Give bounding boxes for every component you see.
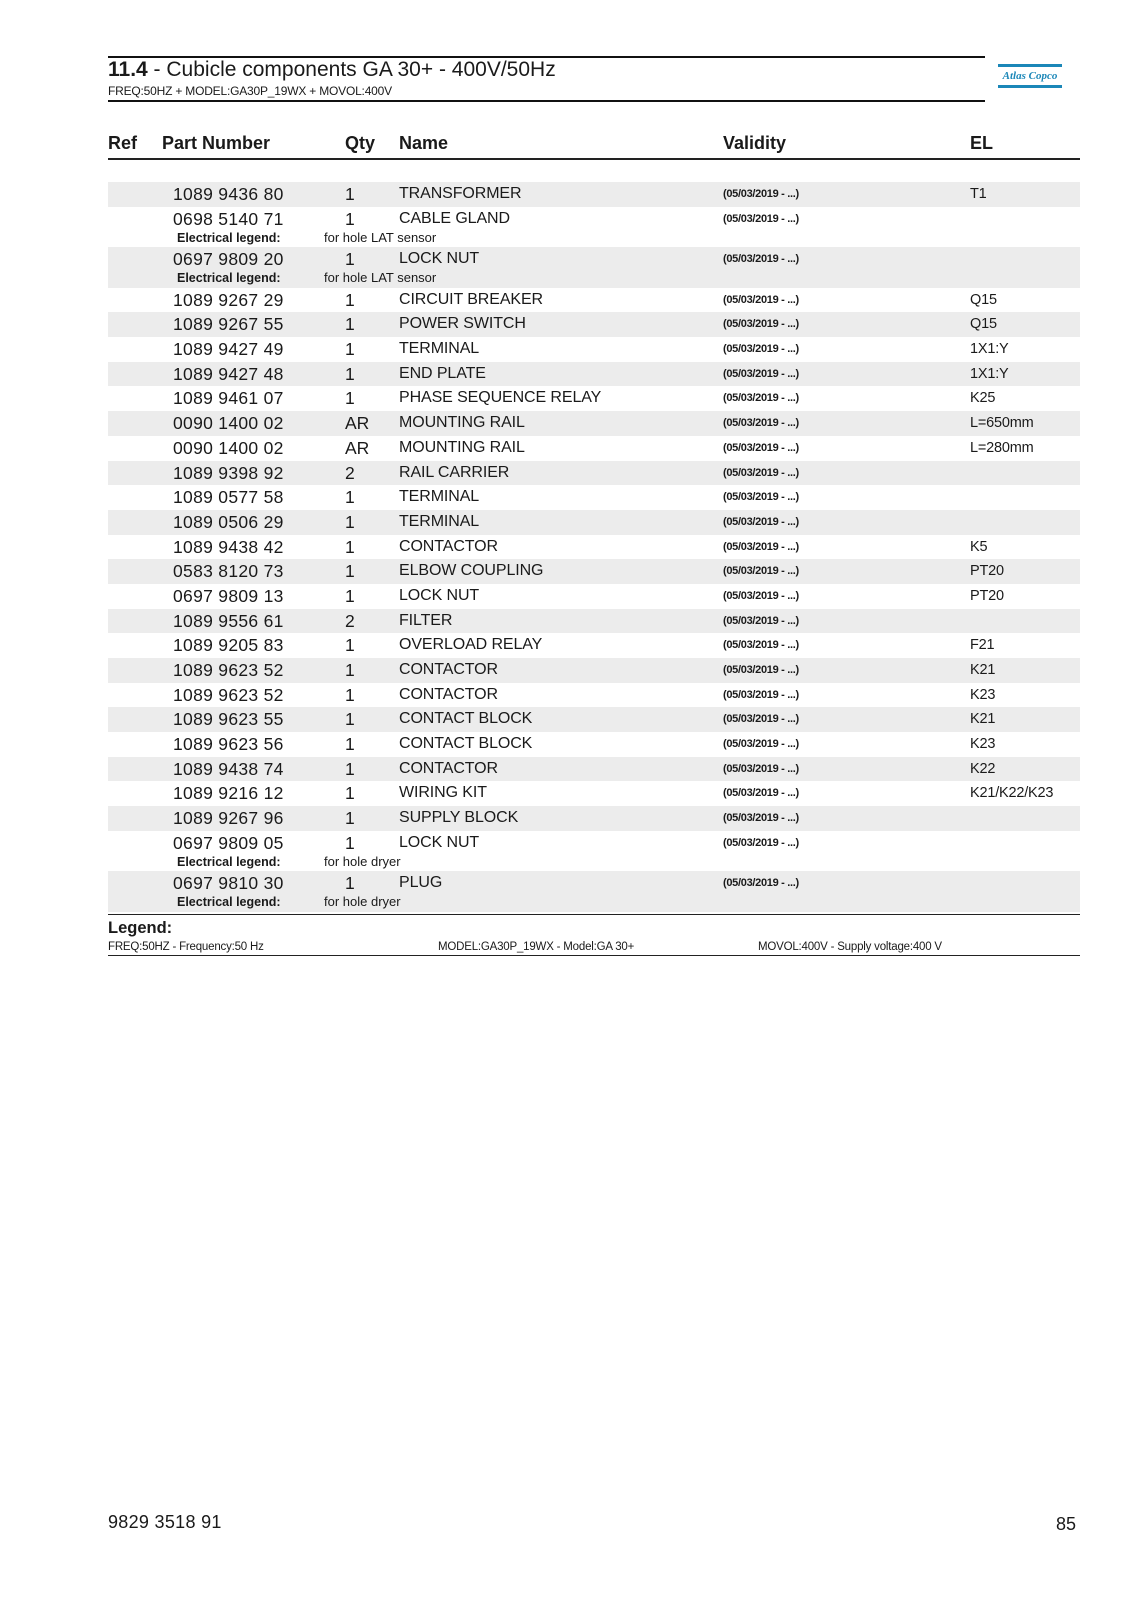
table-row bbox=[108, 757, 1080, 782]
part-number-cell: 1089 0506 29 bbox=[173, 511, 284, 532]
table-row bbox=[108, 182, 1080, 207]
validity-cell: (05/03/2019 - ...) bbox=[723, 515, 799, 528]
part-number-cell: 0697 9809 13 bbox=[173, 585, 284, 606]
part-number-cell: 1089 9436 80 bbox=[173, 184, 284, 204]
name-cell: MOUNTING RAIL bbox=[399, 438, 525, 456]
name-cell: RAIL CARRIER bbox=[399, 463, 510, 481]
name-cell: CONTACT BLOCK bbox=[399, 735, 533, 753]
qty-cell: 1 bbox=[345, 660, 355, 680]
name-cell: SUPPLY BLOCK bbox=[399, 809, 519, 827]
el-cell: 1X1:Y bbox=[970, 365, 1009, 382]
part-number-cell: 1089 9427 48 bbox=[173, 363, 284, 384]
table-row bbox=[108, 831, 1080, 872]
table-row bbox=[108, 683, 1080, 708]
qty-cell: 1 bbox=[345, 289, 355, 310]
validity-cell: (05/03/2019 - ...) bbox=[723, 614, 799, 627]
logo-text: Atlas Copco bbox=[1002, 70, 1058, 82]
qty-cell: 1 bbox=[345, 314, 355, 335]
part-number-cell: 1089 9216 12 bbox=[173, 783, 284, 804]
validity-cell: (05/03/2019 - ...) bbox=[723, 392, 799, 405]
name-cell: CONTACTOR bbox=[399, 661, 498, 678]
qty-cell: 1 bbox=[345, 684, 355, 705]
page-number: 85 bbox=[1056, 1514, 1077, 1534]
part-number-cell: 1089 9205 83 bbox=[173, 635, 284, 656]
legend-item-freq: FREQ:50HZ - Frequency:50 Hz bbox=[108, 941, 264, 953]
electrical-legend-text: for hole LAT sensor bbox=[324, 270, 437, 286]
el-cell: K23 bbox=[970, 736, 996, 753]
qty-cell: 1 bbox=[345, 832, 355, 853]
name-cell: LOCK NUT bbox=[399, 833, 480, 851]
table-row bbox=[108, 658, 1080, 683]
part-number-cell: 0583 8120 73 bbox=[173, 561, 284, 582]
part-number-cell: 1089 9427 49 bbox=[173, 339, 284, 360]
name-cell: PLUG bbox=[399, 874, 443, 892]
validity-cell: (05/03/2019 - ...) bbox=[723, 688, 799, 701]
table-row bbox=[108, 362, 1080, 387]
el-cell: K22 bbox=[970, 760, 996, 777]
el-cell: K21 bbox=[970, 711, 996, 728]
legend-title: Legend: bbox=[108, 919, 173, 937]
part-number-cell: 1089 9438 74 bbox=[173, 758, 284, 779]
table-row bbox=[108, 732, 1080, 757]
table-row bbox=[108, 411, 1080, 436]
el-cell: L=280mm bbox=[970, 439, 1034, 456]
document-number: 9829 3518 91 bbox=[108, 1512, 222, 1532]
col-header-el: EL bbox=[970, 133, 994, 153]
el-cell: K5 bbox=[970, 538, 988, 555]
table-row bbox=[108, 609, 1080, 634]
validity-cell: (05/03/2019 - ...) bbox=[723, 343, 799, 356]
page-subtitle: FREQ:50HZ + MODEL:GA30P_19WX + MOVOL:400V bbox=[108, 84, 392, 98]
validity-cell: (05/03/2019 - ...) bbox=[723, 738, 799, 751]
qty-cell: 1 bbox=[345, 487, 355, 508]
qty-cell: 1 bbox=[345, 585, 355, 606]
electrical-legend-text: for hole LAT sensor bbox=[324, 229, 437, 245]
el-cell: PT20 bbox=[970, 587, 1004, 604]
validity-cell: (05/03/2019 - ...) bbox=[723, 639, 799, 652]
qty-cell: AR bbox=[345, 413, 370, 434]
parts-table bbox=[108, 182, 1080, 912]
electrical-legend-text: for hole dryer bbox=[324, 853, 401, 869]
validity-cell: (05/03/2019 - ...) bbox=[723, 441, 799, 454]
name-cell: MOUNTING RAIL bbox=[399, 414, 525, 432]
name-cell: CABLE GLAND bbox=[399, 209, 510, 227]
el-cell: T1 bbox=[970, 186, 987, 202]
qty-cell: 1 bbox=[345, 758, 355, 779]
table-row bbox=[108, 312, 1080, 337]
qty-cell: 1 bbox=[345, 339, 355, 360]
name-cell: PHASE SEQUENCE RELAY bbox=[399, 389, 602, 407]
validity-cell: (05/03/2019 - ...) bbox=[723, 664, 799, 676]
electrical-legend-label: Electrical legend: bbox=[177, 895, 281, 910]
part-number-cell: 0697 9809 20 bbox=[173, 249, 284, 270]
name-cell: CONTACTOR bbox=[399, 537, 498, 555]
electrical-legend-label: Electrical legend: bbox=[177, 230, 281, 245]
legend-item-model: MODEL:GA30P_19WX - Model:GA 30+ bbox=[438, 941, 635, 953]
part-number-cell: 1089 9556 61 bbox=[173, 610, 284, 631]
validity-cell: (05/03/2019 - ...) bbox=[723, 589, 799, 602]
table-row bbox=[108, 806, 1080, 831]
el-cell: 1X1:Y bbox=[970, 341, 1009, 358]
table-row bbox=[108, 633, 1080, 658]
name-cell: TERMINAL bbox=[399, 340, 480, 358]
validity-cell: (05/03/2019 - ...) bbox=[723, 836, 799, 849]
part-number-cell: 1089 9267 29 bbox=[173, 289, 284, 310]
el-cell: PT20 bbox=[970, 563, 1004, 580]
part-number-cell: 1089 9623 52 bbox=[173, 684, 284, 705]
qty-cell: 2 bbox=[345, 462, 355, 483]
part-number-cell: 0697 9809 05 bbox=[173, 832, 284, 853]
name-cell: TERMINAL bbox=[399, 512, 480, 530]
table-row bbox=[108, 707, 1080, 732]
validity-cell: (05/03/2019 - ...) bbox=[723, 253, 799, 266]
part-number-cell: 0090 1400 02 bbox=[173, 413, 284, 434]
name-cell: TERMINAL bbox=[399, 488, 480, 506]
part-number-cell: 1089 9623 52 bbox=[173, 660, 284, 680]
validity-cell: (05/03/2019 - ...) bbox=[723, 293, 799, 306]
qty-cell: 1 bbox=[345, 511, 355, 532]
name-cell: CONTACTOR bbox=[399, 685, 498, 703]
validity-cell: (05/03/2019 - ...) bbox=[723, 877, 799, 890]
validity-cell: (05/03/2019 - ...) bbox=[723, 367, 799, 380]
el-cell: K21 bbox=[970, 662, 996, 678]
validity-cell: (05/03/2019 - ...) bbox=[723, 318, 799, 331]
validity-cell: (05/03/2019 - ...) bbox=[723, 762, 799, 775]
part-number-cell: 1089 9438 42 bbox=[173, 536, 284, 557]
part-number-cell: 0698 5140 71 bbox=[173, 208, 284, 229]
section-number: 11.4 bbox=[108, 58, 148, 81]
table-row bbox=[108, 436, 1080, 461]
name-cell: LOCK NUT bbox=[399, 250, 480, 268]
col-header-qty: Qty bbox=[345, 133, 376, 153]
part-number-cell: 1089 9461 07 bbox=[173, 388, 284, 409]
table-bottom-rule bbox=[108, 914, 1080, 915]
el-cell: L=650mm bbox=[970, 415, 1034, 432]
table-row bbox=[108, 871, 1080, 912]
qty-cell: 1 bbox=[345, 808, 355, 829]
atlas-copco-logo bbox=[998, 64, 1062, 94]
table-row bbox=[108, 510, 1080, 535]
table-row bbox=[108, 386, 1080, 411]
table-row bbox=[108, 288, 1080, 313]
name-cell: CONTACTOR bbox=[399, 759, 498, 777]
qty-cell: 1 bbox=[345, 783, 355, 804]
name-cell: END PLATE bbox=[399, 364, 486, 382]
table-row bbox=[108, 559, 1080, 584]
part-number-cell: 0090 1400 02 bbox=[173, 437, 284, 458]
part-number-cell: 1089 0577 58 bbox=[173, 487, 284, 508]
el-cell: K21/K22/K23 bbox=[970, 785, 1054, 802]
col-header-name: Name bbox=[399, 133, 449, 153]
name-cell: WIRING KIT bbox=[399, 784, 487, 802]
validity-cell: (05/03/2019 - ...) bbox=[723, 466, 799, 479]
name-cell: LOCK NUT bbox=[399, 586, 480, 604]
qty-cell: 1 bbox=[345, 536, 355, 557]
col-header-part-number: Part Number bbox=[162, 133, 271, 153]
qty-cell: 1 bbox=[345, 873, 355, 894]
el-cell: Q15 bbox=[970, 291, 997, 308]
table-row bbox=[108, 247, 1080, 288]
validity-cell: (05/03/2019 - ...) bbox=[723, 491, 799, 504]
qty-cell: 1 bbox=[345, 561, 355, 582]
qty-cell: 1 bbox=[345, 734, 355, 755]
qty-cell: 1 bbox=[345, 388, 355, 409]
table-row bbox=[108, 781, 1080, 806]
legend-item-movol: MOVOL:400V - Supply voltage:400 V bbox=[758, 941, 942, 953]
validity-cell: (05/03/2019 - ...) bbox=[723, 787, 799, 800]
name-cell: POWER SWITCH bbox=[399, 315, 526, 333]
part-number-cell: 1089 9623 56 bbox=[173, 734, 284, 755]
header-rule bbox=[108, 158, 1080, 160]
header-bottom-rule bbox=[108, 100, 985, 102]
table-row bbox=[108, 584, 1080, 609]
name-cell: OVERLOAD RELAY bbox=[399, 636, 543, 654]
part-number-cell: 1089 9623 55 bbox=[173, 709, 284, 730]
qty-cell: 2 bbox=[345, 610, 355, 631]
table-row bbox=[108, 207, 1080, 248]
qty-cell: 1 bbox=[345, 363, 355, 384]
validity-cell: (05/03/2019 - ...) bbox=[723, 713, 799, 726]
part-number-cell: 1089 9267 55 bbox=[173, 314, 284, 335]
legend-bottom-rule bbox=[108, 955, 1080, 956]
col-header-ref: Ref bbox=[108, 133, 138, 153]
el-cell: F21 bbox=[970, 637, 995, 654]
name-cell: CONTACT BLOCK bbox=[399, 710, 533, 728]
validity-cell: (05/03/2019 - ...) bbox=[723, 212, 799, 225]
table-row bbox=[108, 485, 1080, 510]
validity-cell: (05/03/2019 - ...) bbox=[723, 540, 799, 553]
validity-cell: (05/03/2019 - ...) bbox=[723, 417, 799, 430]
electrical-legend-label: Electrical legend: bbox=[177, 271, 281, 286]
qty-cell: 1 bbox=[345, 208, 355, 229]
col-header-validity: Validity bbox=[723, 133, 787, 153]
qty-cell: AR bbox=[345, 437, 370, 458]
name-cell: ELBOW COUPLING bbox=[399, 562, 544, 580]
qty-cell: 1 bbox=[345, 249, 355, 270]
section-title: - Cubicle components GA 30+ - 400V/50Hz bbox=[147, 58, 556, 81]
validity-cell: (05/03/2019 - ...) bbox=[723, 812, 799, 825]
electrical-legend-label: Electrical legend: bbox=[177, 854, 281, 869]
page-title bbox=[108, 58, 556, 82]
logo-bottom-bar bbox=[998, 85, 1062, 88]
part-number-cell: 1089 9398 92 bbox=[173, 462, 284, 483]
part-number-cell: 1089 9267 96 bbox=[173, 808, 284, 829]
validity-cell: (05/03/2019 - ...) bbox=[723, 565, 799, 578]
el-cell: K23 bbox=[970, 686, 996, 703]
qty-cell: 1 bbox=[345, 709, 355, 730]
validity-cell: (05/03/2019 - ...) bbox=[723, 188, 799, 200]
name-cell: CIRCUIT BREAKER bbox=[399, 290, 544, 308]
qty-cell: 1 bbox=[345, 635, 355, 656]
name-cell: FILTER bbox=[399, 611, 453, 629]
table-row bbox=[108, 461, 1080, 486]
part-number-cell: 0697 9810 30 bbox=[173, 873, 284, 894]
el-cell: K25 bbox=[970, 390, 996, 407]
table-row bbox=[108, 337, 1080, 362]
name-cell: TRANSFORMER bbox=[399, 185, 522, 202]
electrical-legend-text: for hole dryer bbox=[324, 894, 401, 910]
table-row bbox=[108, 535, 1080, 560]
el-cell: Q15 bbox=[970, 316, 997, 333]
qty-cell: 1 bbox=[345, 184, 355, 204]
